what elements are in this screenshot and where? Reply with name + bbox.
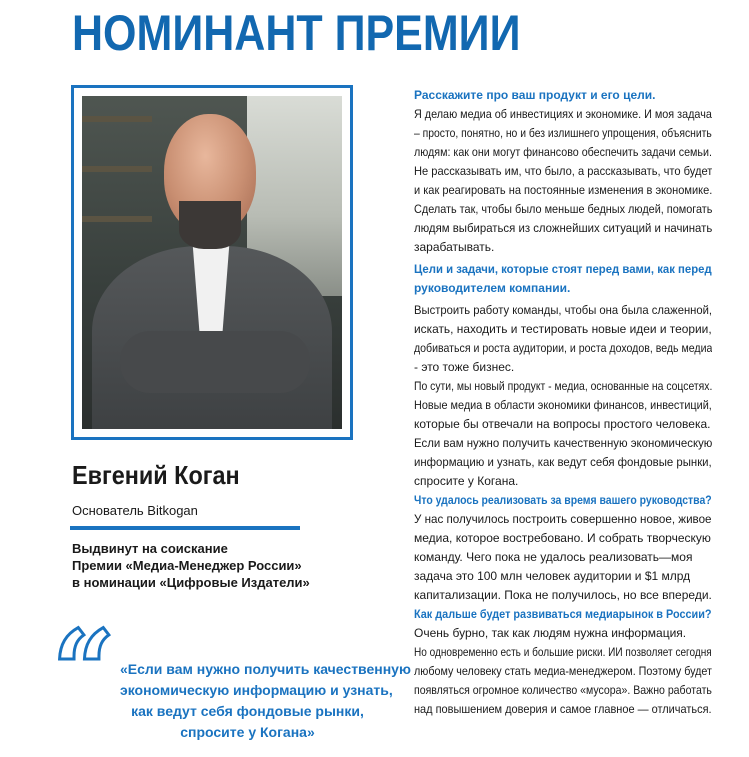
page-title: НОМИНАНТ ПРЕМИИ bbox=[72, 5, 521, 61]
question-line: Как дальше будет развиваться медиарынок в России? bbox=[414, 607, 712, 621]
portrait-photo bbox=[82, 96, 342, 429]
answer-line: команду. Чего пока не удалось реализовать—моя bbox=[414, 550, 693, 564]
answer-line: информацию и узнать, как ведут себя фондовые рынки, bbox=[414, 455, 712, 469]
quote-line: спросите у Когана» bbox=[180, 724, 315, 740]
answer-line: Новые медиа в области экономики финансов, инвестиций, bbox=[414, 398, 712, 412]
interview-column bbox=[414, 86, 712, 719]
nomination-text bbox=[72, 540, 310, 591]
answer-line: любому человеку стать медиа-менеджером. Поэтому будет bbox=[414, 664, 712, 678]
answer-line: и как реагировать на постоянные изменения в экономике. bbox=[414, 183, 712, 197]
answer-line: Выстроить работу команды, чтобы она была слаженной, bbox=[414, 303, 712, 317]
answer-line: задача это 100 млн человек аудитории и $1 млрд bbox=[414, 569, 691, 583]
answer bbox=[414, 510, 712, 605]
answer bbox=[414, 105, 712, 257]
bookshelf bbox=[82, 166, 152, 172]
answer bbox=[414, 301, 712, 491]
nomination-line: в номинации «Цифровые Издатели» bbox=[72, 575, 310, 590]
question bbox=[414, 605, 712, 624]
person-crossed-arms bbox=[120, 331, 310, 393]
person-beard bbox=[179, 201, 241, 249]
nomination-line: Премии «Медиа-Менеджер России» bbox=[72, 558, 302, 573]
nominee-name: Евгений Коган bbox=[72, 460, 240, 490]
answer-line: людям: как они могут финансово обеспечить задачи семьи. bbox=[414, 145, 712, 159]
pull-quote bbox=[120, 659, 411, 743]
nomination-line: Выдвинут на соискание bbox=[72, 541, 228, 556]
question bbox=[414, 491, 712, 510]
answer-line: капитализации. Пока не получилось, но все впереди. bbox=[414, 588, 712, 602]
answer-line: – просто, понятно, но и без излишнего упрощения, объяснить bbox=[414, 126, 712, 140]
answer-line: искать, находить и тестировать новые идеи и теории, bbox=[414, 322, 712, 336]
answer-line: По сути, мы новый продукт - медиа, основанные на соцсетях. bbox=[414, 379, 712, 393]
answer-line: людям выбираться из сложнейших ситуаций и начинать bbox=[414, 221, 712, 235]
question-line: руководителем компании. bbox=[414, 281, 571, 295]
answer-line: появляться огромное количество «мусора». Важно работать bbox=[414, 683, 712, 697]
question bbox=[414, 260, 712, 298]
bookshelf bbox=[82, 216, 152, 222]
answer-line: спросите у Когана. bbox=[414, 474, 519, 488]
answer-line: медиа, которое востребовано. И собрать творческую bbox=[414, 531, 711, 545]
answer-line: Если вам нужно получить качественную экономическую bbox=[414, 436, 712, 450]
answer bbox=[414, 624, 712, 719]
nominee-role: Основатель Bitkogan bbox=[72, 503, 198, 518]
divider bbox=[70, 526, 300, 530]
answer-line: У нас получилось построить совершенно новое, живое bbox=[414, 512, 712, 526]
question-line: Что удалось реализовать за время вашего руководства? bbox=[414, 493, 712, 507]
bookshelf bbox=[82, 116, 152, 122]
answer-line: Но одновременно есть и большие риски. ИИ позволяет сегодня bbox=[414, 645, 712, 659]
answer-line: зарабатывать. bbox=[414, 240, 495, 254]
quote-line: экономическую информацию и узнать, bbox=[120, 682, 393, 698]
answer-line: которые бы отвечали на вопросы простого человека. bbox=[414, 417, 711, 431]
answer-line: Я делаю медиа об инвестициях и экономике. И моя задача bbox=[414, 107, 712, 121]
answer-line: добиваться и роста аудитории, и роста доходов, ведь медиа bbox=[414, 341, 712, 355]
answer-line: Очень бурно, так как людям нужна информация. bbox=[414, 626, 687, 640]
answer-line: над повышением доверия и самое главное — отличаться. bbox=[414, 702, 712, 716]
question-line: Цели и задачи, которые стоят перед вами, как перед bbox=[414, 262, 712, 276]
portrait-photo-frame bbox=[71, 85, 353, 440]
answer-line: Не рассказывать им, что было, а рассказывать, что будет bbox=[414, 164, 712, 178]
answer-line: Сделать так, чтобы было меньше бедных людей, помогать bbox=[414, 202, 712, 216]
question bbox=[414, 86, 712, 105]
quote-line: как ведут себя фондовые рынки, bbox=[131, 703, 364, 719]
quote-line: «Если вам нужно получить качественную bbox=[120, 661, 411, 677]
answer-line: - это тоже бизнес. bbox=[414, 360, 515, 374]
quote-mark-icon: “ bbox=[52, 606, 108, 735]
question-line: Расскажите про ваш продукт и его цели. bbox=[414, 88, 656, 102]
